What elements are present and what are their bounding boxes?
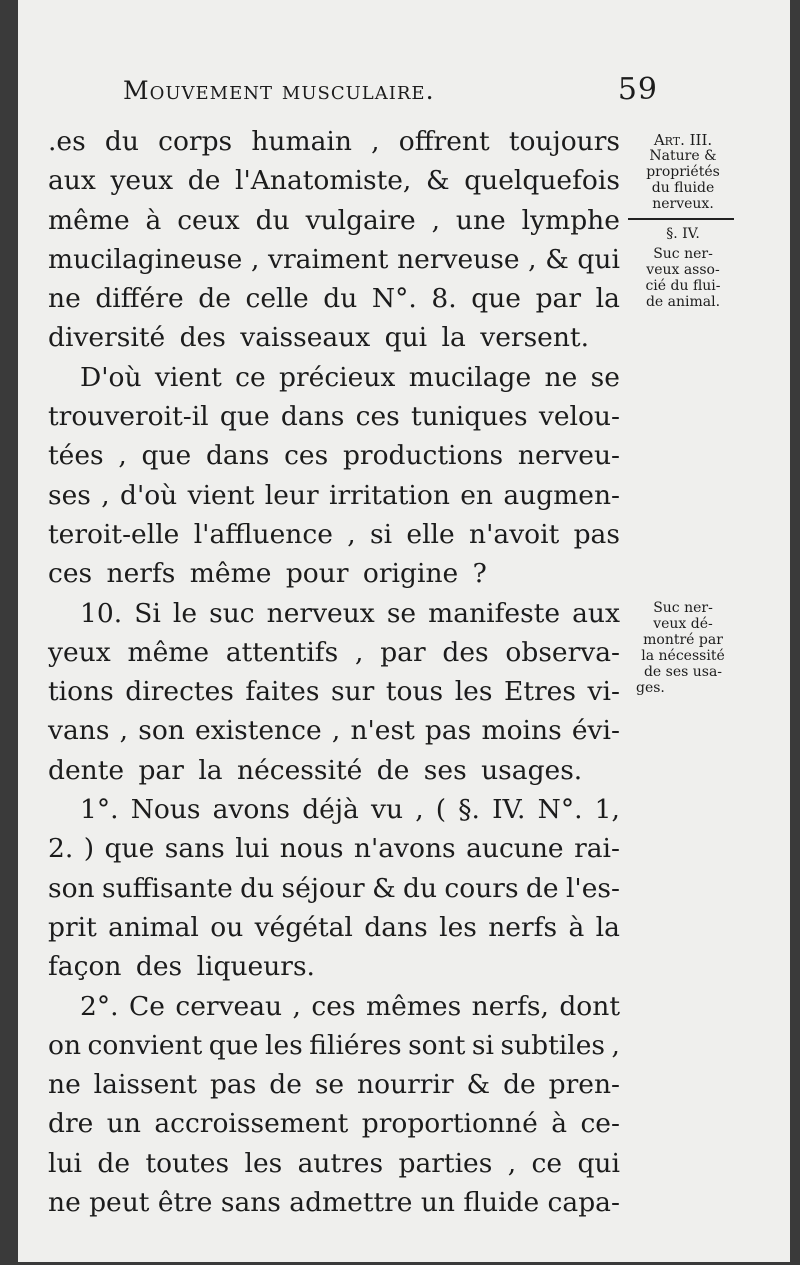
text-line: mucilagineuse , vraiment nerveuse , & qui (48, 243, 620, 275)
margin-line: de animal. (645, 294, 721, 310)
text-line: teroit-elle l'affluence , si elle n'avoit pas (48, 518, 620, 550)
text-line: façon des liqueurs. (48, 951, 315, 983)
text-line: 2°. Ce cerveau , ces mêmes nerfs, dont (80, 990, 620, 1022)
text-line: diversité des vaisseaux qui la versent. (48, 322, 589, 354)
margin-line: ges. (636, 680, 665, 696)
text-line: ne peut être sans admettre un fluide capa- (48, 1187, 620, 1219)
text-line: lui de toutes les autres parties , ce qui (48, 1147, 620, 1179)
text-line: .es du corps humain , offrent toujours (48, 126, 620, 157)
margin-line: Suc ner- (653, 600, 713, 616)
text-line: aux yeux de l'Anatomiste, & quelquefois (48, 165, 620, 197)
text-line: même à ceux du vulgaire , une lymphe (48, 204, 620, 236)
margin-line: de ses usa- (643, 664, 723, 680)
margin-article: Art. III. (653, 131, 713, 149)
text-line: vans , son existence , n'est pas moins évi- (48, 715, 620, 747)
text-line: 10. Si le suc nerveux se manifeste aux (80, 597, 620, 629)
margin-line: nerveux. (652, 196, 714, 212)
text-line: trouveroit-il que dans ces tuniques velou- (48, 401, 620, 433)
book-page (18, 0, 790, 1262)
margin-line: montré par (643, 632, 723, 648)
text-line: ne différe de celle du N°. 8. que par la (48, 283, 620, 315)
margin-line: du fluide (651, 180, 715, 196)
margin-section: §. IV. (666, 226, 700, 242)
text-line: yeux même attentifs , par des observa- (48, 636, 620, 668)
margin-line: Nature & (649, 148, 717, 164)
margin-line: veux dé- (653, 616, 713, 632)
text-line: tions directes faites sur tous les Etres vi- (48, 676, 620, 708)
text-line: ne laissent pas de se nourrir & de pren- (48, 1069, 620, 1101)
margin-note-suc (628, 600, 738, 696)
running-header (123, 72, 658, 107)
text-line: prit animal ou végétal dans les nerfs à la (48, 911, 620, 943)
text-line: tées , que dans ces productions nerveu- (48, 440, 620, 472)
text-line: ces nerfs même pour origine ? (48, 558, 487, 590)
margin-line: veux asso- (646, 262, 720, 278)
margin-line: la nécessité (641, 648, 725, 664)
body-text (48, 122, 620, 1222)
margin-divider (628, 218, 734, 220)
margin-line: propriétés (646, 164, 720, 180)
text-line: dente par la nécessité de ses usages. (48, 754, 583, 786)
margin-note-nature (628, 132, 738, 310)
running-title: Mouvement musculaire. (123, 76, 435, 105)
text-line: D'où vient ce précieux mucilage ne se (80, 361, 620, 393)
page-number: 59 (617, 72, 658, 107)
margin-line: cié du flui- (645, 278, 721, 294)
text-line: son suffisante du séjour & du cours de l'es- (48, 872, 620, 904)
text-line: 2. ) que sans lui nous n'avons aucune rai- (48, 833, 620, 865)
text-line: on convient que les filiéres sont si subtiles , (48, 1029, 620, 1061)
text-line: ses , d'où vient leur irritation en augmen- (48, 479, 620, 511)
text-line: 1°. Nous avons déjà vu , ( §. IV. N°. 1, (80, 794, 620, 826)
text-line: dre un accroissement proportionné à ce- (48, 1108, 620, 1140)
margin-line: Suc ner- (653, 246, 713, 262)
